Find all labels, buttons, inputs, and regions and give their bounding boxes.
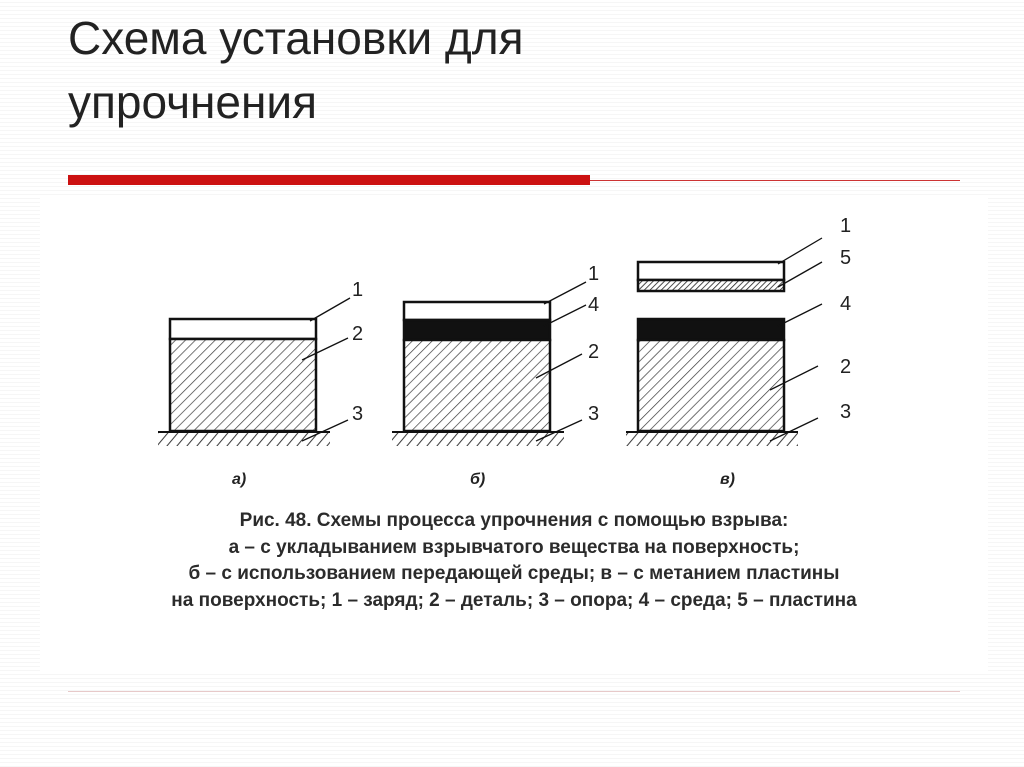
explosion-hardening-diagram bbox=[40, 198, 988, 508]
slide-title-line-2: упрочнения bbox=[68, 76, 318, 128]
figure-caption bbox=[40, 508, 988, 614]
scheme-b-leader-1 bbox=[544, 282, 586, 304]
scheme-c-label: в) bbox=[720, 471, 735, 488]
scheme-b-callout-4: 4 bbox=[588, 294, 600, 316]
scheme-b-label: б) bbox=[470, 471, 486, 488]
scheme-b-medium bbox=[404, 320, 550, 340]
scheme-b-callout-2: 2 bbox=[588, 341, 600, 363]
title-accent-bar bbox=[68, 175, 590, 185]
caption-line-2: а – с укладыванием взрывчатого вещества на поверхность; bbox=[228, 536, 800, 558]
scheme-c-callout-2: 2 bbox=[840, 356, 852, 378]
slide-title-line-1: Схема установки для bbox=[68, 12, 524, 64]
scheme-c-medium bbox=[638, 319, 784, 340]
scheme-c-charge bbox=[638, 262, 784, 280]
scheme-b-callout-3: 3 bbox=[588, 403, 600, 425]
scheme-b bbox=[392, 263, 599, 488]
scheme-a-support bbox=[158, 432, 330, 446]
scheme-a-charge bbox=[170, 319, 316, 339]
scheme-c-callout-4: 4 bbox=[840, 293, 852, 315]
scheme-c-callout-3: 3 bbox=[840, 401, 852, 423]
scheme-c bbox=[626, 215, 851, 488]
scheme-c-callout-1: 1 bbox=[840, 215, 852, 237]
footer-divider bbox=[68, 691, 960, 692]
scheme-a-callout-1: 1 bbox=[352, 279, 364, 301]
scheme-a bbox=[158, 279, 363, 488]
scheme-c-support bbox=[626, 432, 798, 446]
caption-line-1: Рис. 48. Схемы процесса упрочнения с помощью взрыва: bbox=[239, 510, 789, 531]
title-accent-line bbox=[590, 180, 960, 181]
scheme-c-leader-4 bbox=[778, 304, 822, 326]
scheme-b-support bbox=[392, 432, 564, 446]
scheme-b-workpiece bbox=[404, 340, 550, 431]
caption-line-3: б – с использованием передающей среды; в – с метанием пластины bbox=[188, 563, 840, 584]
scheme-b-charge bbox=[404, 302, 550, 320]
scheme-c-leader-1 bbox=[778, 238, 822, 264]
caption-line-4: на поверхность; 1 – заряд; 2 – деталь; 3 – опора; 4 – среда; 5 – пластина bbox=[171, 589, 857, 611]
slide-title bbox=[68, 6, 948, 134]
scheme-a-label: а) bbox=[232, 471, 247, 488]
scheme-c-workpiece bbox=[638, 340, 784, 431]
scheme-b-callout-1: 1 bbox=[588, 263, 600, 285]
scheme-c-callout-5: 5 bbox=[840, 247, 852, 269]
scheme-a-leader-1 bbox=[310, 298, 350, 321]
scheme-a-workpiece bbox=[170, 339, 316, 431]
scheme-c-plate bbox=[638, 280, 784, 291]
scheme-a-callout-3: 3 bbox=[352, 403, 364, 425]
scheme-a-callout-2: 2 bbox=[352, 323, 364, 345]
